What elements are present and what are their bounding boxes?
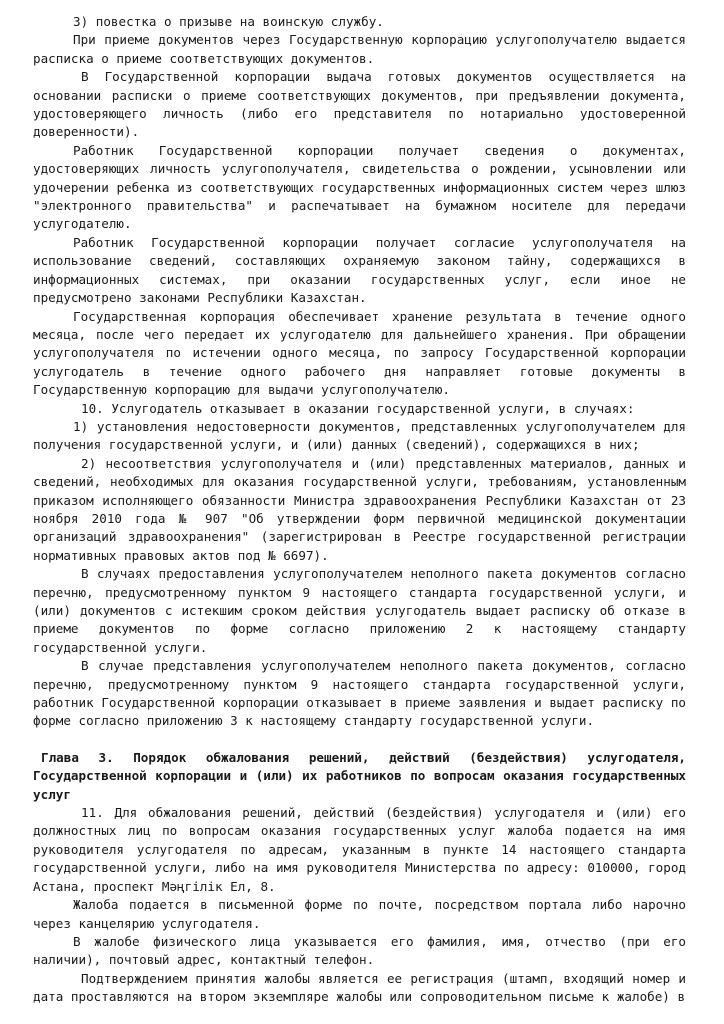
paragraph-summons: 3) повестка о призыве на воинскую службу. — [73, 14, 384, 29]
paragraph-appeal: 11. Для обжалования решений, действий (бездействия) услугодателя и (или) его должностных лиц по вопросам оказания государственных услуг жалоба подается на имя руководителя услугодателя по адресам, указанным в пункте 14 настоящего стандарта государственной услуги, либо на имя руководителя Министерства по адресу: 010000, город Астана, проспект Мәңгілік Ел, 8. — [33, 805, 686, 894]
paragraph-refusal-item-2: 2) несоответствия услугополучателя и (или) представленных материалов, данных и сведений, необходимых для оказания государственной услуги, требованиям, установленным приказом исполняющего обязанности Министра здравоохранения Республики Казахстан от 23 ноября 2010 года № 907 "Об утверждении форм первичной медицинской документации организаций здравоохранения" (зарегистрирован в Реестре государственной регистрации нормативных правовых актов под № 6697). — [33, 455, 686, 563]
chapter-heading: Глава 3. Порядок обжалования решений, действий (бездействия) услугодателя, Государственной корпорации и (или) их работников по вопросам оказания государственных услуг — [33, 749, 686, 802]
paragraph-consent: Работник Государственной корпорации получает согласие услугополучателя на использование сведений, составляющих охраняемую законом тайну, содержащихся в информационных системах, при оказании государственных услуг, если иное не предусмотрено законами Республики Казахстан. — [33, 234, 686, 306]
paragraph-issuance: В Государственной корпорации выдача готовых документов осуществляется на основании расписки о приеме соответствующих документов, при предъявлении документа, удостоверяющего личность (либо его представителя по нотариально удостоверенной доверенности). — [33, 69, 686, 140]
paragraph-refusal-grounds: 10. Услугодатель отказывает в оказании государственной услуги, в случаях: — [81, 400, 635, 416]
paragraph-appeal-form: Жалоба подается в письменной форме по почте, посредством портала либо нарочно через канцелярию услугодателя. — [33, 897, 686, 931]
paragraph-storage: Государственная корпорация обеспечивает хранение результата в течение одного месяца, после чего передает их услугодателю для дальнейшего хранения. При обращении услугополучателя по истечении одного месяца, по запросу Государственной корпорации услугодатель в течение одного рабочего дня направляет готовые документы в Государственную корпорацию для выдачи услугополучателю. — [33, 308, 686, 398]
paragraph-identity-info: Работник Государственной корпорации получает сведения о документах, удостоверяющих личность услугополучателя, свидетельства о рождении, усыновлении или удочерении ребенка из соответствующих государственных информационных систем через шлюз "электронного правительства" и распечатывает на бумажном носителе для передачи услугодателю. — [33, 142, 686, 232]
paragraph-appeal-contents: В жалобе физического лица указывается его фамилия, имя, отчество (при его наличии), почтовый адрес, контактный телефон. — [33, 933, 686, 968]
paragraph-refusal-item-1: 1) установления недостоверности документов, представленных услугополучателем для получения государственной услуги, и (или) данных (сведений), содержащихся в них; — [33, 418, 686, 453]
paragraph-incomplete-package: В случаях предоставления услугополучателем неполного пакета документов согласно перечню, предусмотренному пунктом 9 настоящего стандарта государственной услуги, и (или) документов с истекшим сроком действия услугодатель выдает расписку об отказе в приеме документов по форме согласно приложению 2 к настоящему стандарту государственной услуги. — [33, 566, 686, 655]
paragraph-appeal-confirmation: Подтверждением принятия жалобы является ее регистрация (штамп, входящий номер и дата проставляются на втором экземпляре жалобы или сопроводительном письме к жалобе) в — [33, 970, 686, 1005]
paragraph-receipt: При приеме документов через Государственную корпорацию услугополучателю выдается расписка о приеме соответствующих документов. — [33, 32, 686, 66]
paragraph-incomplete-package-corp: В случае представления услугополучателем неполного пакета документов, согласно перечню, предусмотренному пунктом 9 настоящего стандарта государственной услуги, работник Государственной корпорации отказывает в приеме заявления и выдает расписку по форме согласно приложению 3 к настоящему стандарту государственной услуги. — [33, 658, 686, 729]
